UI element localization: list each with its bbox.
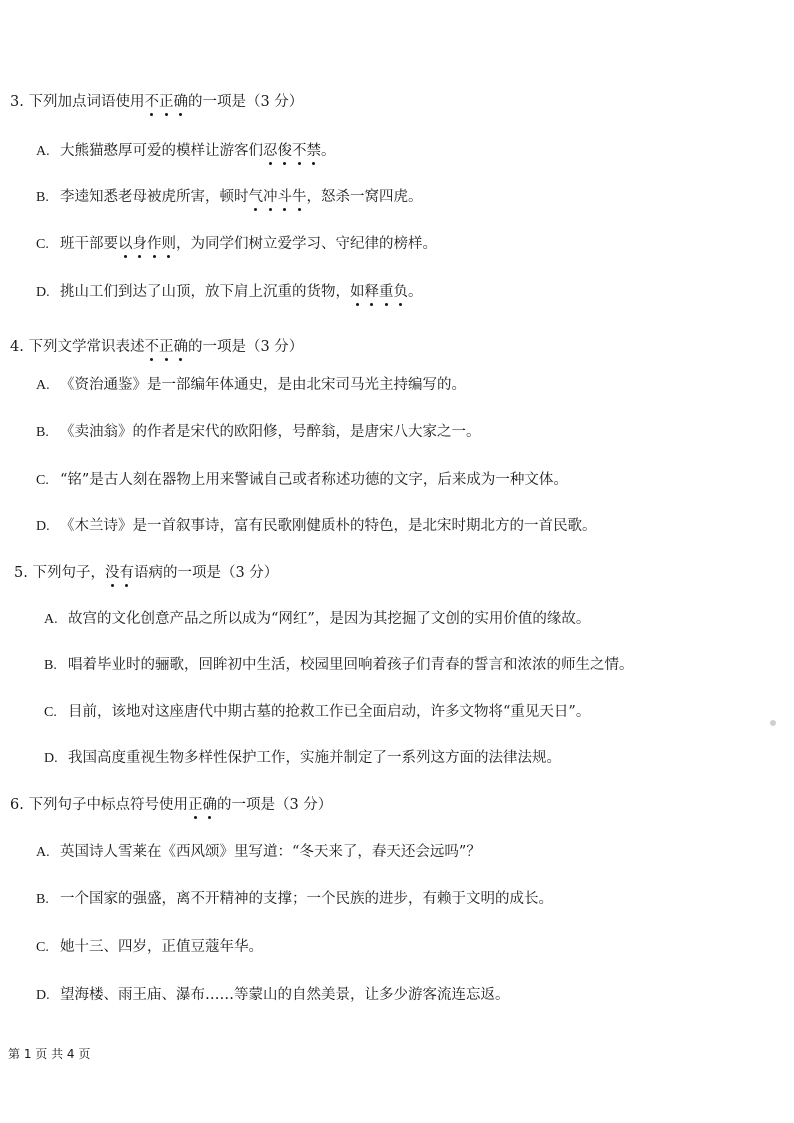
question-4-stem [10, 337, 303, 357]
question-3-option-b [36, 187, 423, 208]
emphasis-dot-char: 正 [158, 94, 174, 110]
question-6-option-b [36, 889, 553, 910]
option-text: 我国高度重视生物多样性保护工作，实施并制定了一系列这方面的法律法规。 [68, 750, 561, 766]
question-5-stem [14, 563, 278, 583]
emphasis-dot-char: 如 [350, 284, 365, 300]
question-4-option-b [36, 422, 481, 443]
emphasis-dot-char: 不 [144, 94, 159, 110]
emphasis-dot-char: 以 [118, 236, 133, 252]
option-letter: D. [36, 988, 50, 1003]
option-letter: C. [36, 473, 49, 488]
option-letter: A. [36, 845, 50, 860]
option-text: 她十三、四岁，正值豆蔻年华。 [60, 939, 263, 955]
option-text-tail: 。 [408, 284, 423, 300]
option-emphasis [263, 143, 321, 159]
question-3-option-c [36, 234, 437, 255]
emphasis-dot-char: 俊 [277, 143, 292, 159]
question-4-stem-tail: 的一项是（3 分） [187, 339, 304, 355]
option-text: 大熊猫憨厚可爱的模样让游客们 [60, 143, 263, 159]
option-text: 《木兰诗》是一首叙事诗，富有民歌刚健质朴的特色，是北宋时期北方的一首民歌。 [60, 518, 597, 534]
option-letter: B. [36, 190, 49, 205]
option-letter: A. [44, 612, 58, 627]
option-text: 挑山工们到达了山顶，放下肩上沉重的货物， [60, 284, 350, 300]
scan-speck [770, 720, 776, 726]
emphasis-dot-char: 不 [144, 339, 159, 355]
emphasis-dot-char: 禁 [306, 143, 321, 159]
question-4-option-c [36, 470, 568, 491]
option-emphasis [249, 189, 307, 205]
option-text: 一个国家的强盛，离不开精神的支撑；一个民族的进步，有赖于文明的成长。 [60, 891, 553, 907]
option-text: 目前，该地对这座唐代中期古墓的抢救工作已全面启动，许多文物将“重见天日”。 [68, 704, 591, 720]
option-text: 英国诗人雪莱在《西风颂》里写道：“冬天来了，春天还会远吗”？ [60, 844, 481, 860]
emphasis-dot-char: 没 [104, 565, 120, 581]
question-6-stem-text: 6. 下列句子中标点符号使用 [10, 797, 188, 813]
question-3-option-d [36, 282, 423, 303]
question-5-stem-tail: 语病的一项是（3 分） [133, 565, 279, 581]
option-letter: C. [44, 705, 57, 720]
question-6-emphasis [188, 797, 217, 813]
emphasis-dot-char: 斗 [277, 189, 292, 205]
option-letter: C. [36, 237, 49, 252]
question-4-option-a [36, 375, 466, 396]
option-letter: D. [36, 285, 50, 300]
emphasis-dot-char: 重 [379, 284, 394, 300]
question-6-option-c [36, 937, 263, 958]
emphasis-dot-char: 有 [119, 565, 134, 581]
option-text-tail: ，为同学们树立爱学习、守纪律的榜样。 [176, 236, 437, 252]
emphasis-dot-char: 作 [147, 236, 162, 252]
option-letter: A. [36, 378, 50, 393]
question-3-stem-text: 3. 下列加点词语使用 [10, 94, 145, 110]
option-letter: C. [36, 940, 49, 955]
emphasis-dot-char: 气 [248, 189, 263, 205]
option-text: 李逵知悉老母被虎所害，顿时 [60, 189, 249, 205]
emphasis-dot-char: 不 [292, 143, 307, 159]
emphasis-dot-char: 则 [161, 236, 176, 252]
option-emphasis [118, 236, 176, 252]
option-letter: D. [36, 519, 50, 534]
question-5-stem-text: 5. 下列句子， [14, 565, 105, 581]
option-text: 《卖油翁》的作者是宋代的欧阳修，号醉翁，是唐宋八大家之一。 [60, 424, 481, 440]
option-text: 唱着毕业时的骊歌，回眸初中生活，校园里回响着孩子们青春的誓言和浓浓的师生之情。 [68, 657, 634, 673]
option-text-tail: ，怒杀一窝四虎。 [306, 189, 423, 205]
option-text-tail: 。 [321, 143, 336, 159]
option-text: 《资治通鉴》是一部编年体通史，是由北宋司马光主持编写的。 [60, 377, 466, 393]
option-letter: B. [36, 425, 49, 440]
question-3-option-a [36, 141, 336, 162]
option-letter: B. [36, 892, 49, 907]
emphasis-dot-char: 正 [158, 339, 174, 355]
option-letter: B. [44, 658, 57, 673]
emphasis-dot-char: 牛 [292, 189, 307, 205]
emphasis-dot-char: 确 [202, 797, 217, 813]
question-5-option-c [44, 702, 590, 723]
emphasis-dot-char: 冲 [263, 189, 278, 205]
emphasis-dot-char: 释 [364, 284, 379, 300]
question-4-stem-text: 4. 下列文学常识表述 [10, 339, 145, 355]
emphasis-dot-char: 正 [187, 797, 203, 813]
question-5-option-b [44, 655, 634, 676]
emphasis-dot-char: 确 [173, 94, 188, 110]
option-text: 班干部要 [60, 236, 118, 252]
option-letter: D. [44, 751, 58, 766]
question-3-stem [10, 92, 303, 112]
option-emphasis [350, 284, 408, 300]
option-text: 望海楼、雨王庙、瀑布……等蒙山的自然美景，让多少游客流连忘返。 [60, 987, 510, 1003]
question-4-emphasis [144, 339, 188, 355]
question-6-option-d [36, 985, 510, 1006]
emphasis-dot-char: 身 [132, 236, 147, 252]
option-letter: A. [36, 144, 50, 159]
option-text: 故宫的文化创意产品之所以成为“网红”，是因为其挖掘了文创的实用价值的缘故。 [68, 611, 591, 627]
emphasis-dot-char: 确 [173, 339, 188, 355]
question-6-option-a [36, 842, 481, 863]
emphasis-dot-char: 忍 [263, 143, 278, 159]
page-number-footer: 第 1 页 共 4 页 [8, 1047, 91, 1061]
option-text: “铭”是古人刻在器物上用来警诫自己或者称述功德的文字，后来成为一种文体。 [60, 472, 568, 488]
question-6-stem [10, 795, 332, 815]
question-3-stem-tail: 的一项是（3 分） [187, 94, 304, 110]
question-6-stem-tail: 的一项是（3 分） [216, 797, 333, 813]
question-3-emphasis [144, 94, 188, 110]
question-5-option-a [44, 609, 590, 630]
question-4-option-d [36, 516, 597, 537]
question-5-option-d [44, 748, 561, 769]
question-5-emphasis [105, 565, 134, 581]
emphasis-dot-char: 负 [393, 284, 408, 300]
